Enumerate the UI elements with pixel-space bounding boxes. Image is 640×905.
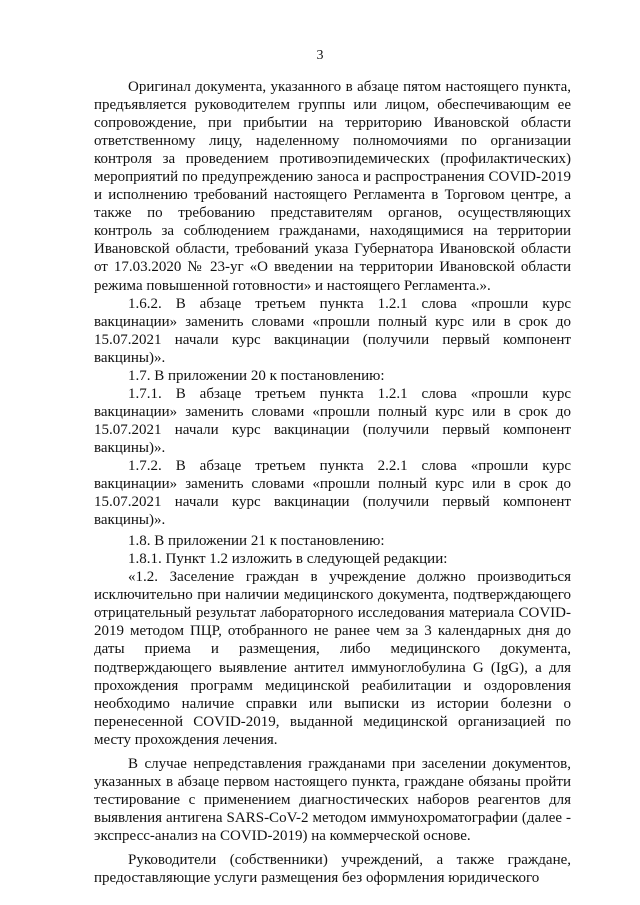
paragraph-1-8: 1.8. В приложении 21 к постановлению: xyxy=(128,533,385,550)
paragraph-1-7: 1.7. В приложении 20 к постановлению: xyxy=(128,367,385,384)
paragraph-1-8-1: 1.8.1. Пункт 1.2 изложить в следующей редакции: xyxy=(128,551,448,568)
paragraph-1-7-2: 1.7.2. В абзаце третьем пункта 2.2.1 слова «прошли курс вакцинации» заменить словами «прошли полный курс или в срок до 15.07.2021 начали курс вакцинации (получили первый компонент вакцины)». xyxy=(94,457,571,529)
paragraph-1-2-quote: «1.2. Заселение граждан в учреждение должно производиться исключительно при наличии медицинского документа, подтверждающего отрицательный результат лабораторного исследования материала COVID-2019 методом ПЦР, отобранного не ранее чем за 3 календарных дня до даты приема и размещения, либо медицинского документа, подтверждающего выявление антител иммуноглобулина G (IgG), а для прохождения программ медицинской реабилитации и оздоровления необходимо наличие справки или выписки из истории болезни о перенесенной COVID-2019, выданной медицинской организацией по месту прохождения лечения. xyxy=(94,569,571,748)
paragraph-original-document: Оригинал документа, указанного в абзаце пятом настоящего пункта, предъявляется руководителем группы или лицом, обеспечивающим ее сопровождение, при прибытии на территорию Ивановской области ответственному лицу, наделенному полномочиями по организации контроля за проведением противоэпидемических (профилактических) мероприятий по предупреждению заноса и распространения COVID-2019 и исполнению требований настоящего Регламента в Торговом центре, а также по требованию представителям органов, осуществляющих контроль за соблюдением гражданами, находящимися на территории Ивановской области, требований указа Губернатора Ивановской области от 17.03.2020 № 23-уг «О введении на территории Ивановской области режима повышенной готовности» и настоящего Регламента.». xyxy=(94,79,571,294)
paragraph-1-6-2: 1.6.2. В абзаце третьем пункта 1.2.1 слова «прошли курс вакцинации» заменить словами «прошли полный курс или в срок до 15.07.2021 начали курс вакцинации (получили первый компонент вакцины)». xyxy=(94,295,571,366)
document-body xyxy=(94,78,571,887)
paragraph-1-7-1: 1.7.1. В абзаце третьем пункта 1.2.1 слова «прошли курс вакцинации» заменить словами «прошли полный курс или в срок до 15.07.2021 начали курс вакцинации (получили первый компонент вакцины)». xyxy=(94,385,571,456)
page-number: 3 xyxy=(316,48,324,63)
paragraph-managers: Руководители (собственники) учреждений, а также граждане, предоставляющие услуги размещения без оформления юридического xyxy=(94,851,571,887)
paragraph-non-submission: В случае непредставления гражданами при заселении документов, указанных в абзаце первом настоящего пункта, граждане обязаны пройти тестирование с применением диагностических наборов реагентов для выявления антигена SARS-CoV-2 методом иммунохроматографии (далее - экспресс-анализ на COVID-2019) на коммерческой основе. xyxy=(94,755,571,844)
